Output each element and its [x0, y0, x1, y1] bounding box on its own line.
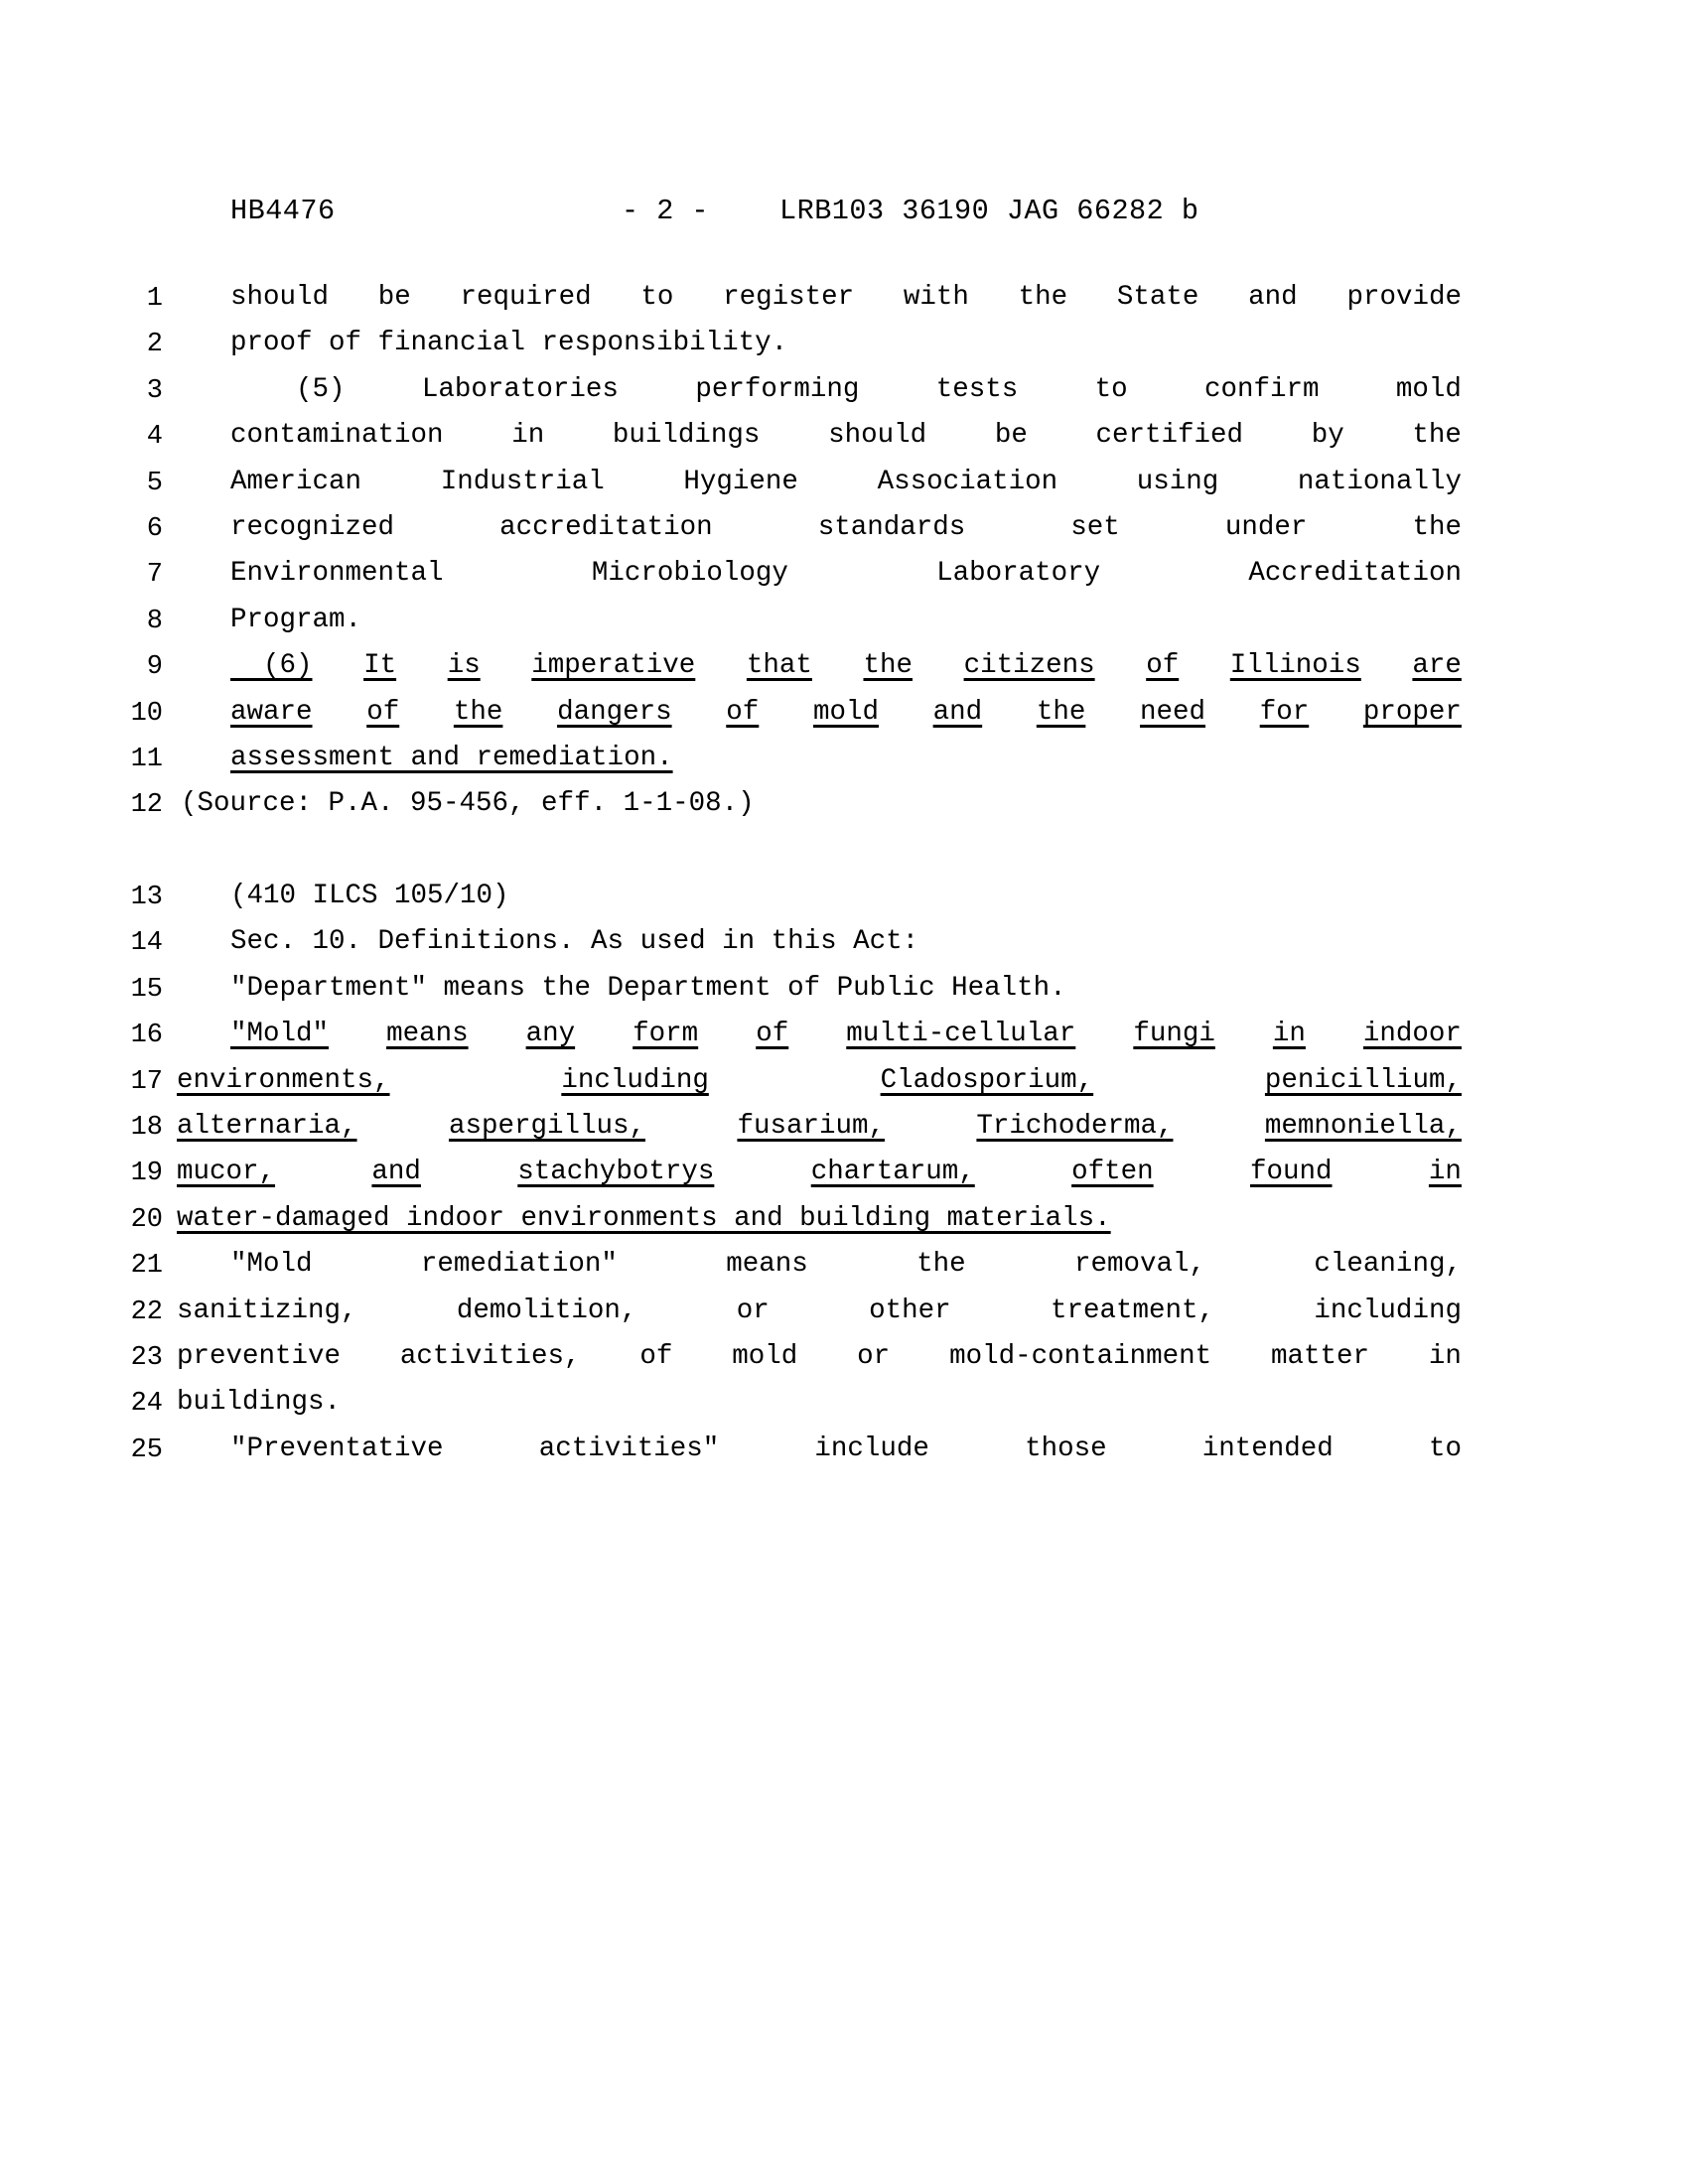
bill-word: to — [1428, 1433, 1462, 1464]
bill-word: form — [633, 1019, 699, 1050]
bill-word: Microbiology — [591, 558, 788, 590]
bill-word: multi-cellular — [846, 1019, 1076, 1050]
bill-word: intended — [1201, 1433, 1334, 1464]
bill-word: sanitizing, — [177, 1295, 357, 1326]
bill-line — [0, 648, 1688, 694]
bill-word: certified — [1095, 420, 1244, 452]
bill-word: chartarum, — [810, 1157, 975, 1188]
bill-line — [0, 1155, 1688, 1200]
bill-line-text-added: water-damaged indoor environments and building materials. — [177, 1202, 1111, 1234]
bill-word: mold — [1395, 373, 1462, 405]
bill-word: in — [1428, 1157, 1462, 1188]
bill-word: the — [1412, 420, 1462, 452]
bill-word: the — [1036, 696, 1086, 728]
bill-word: should — [828, 420, 927, 452]
bill-word: set — [1070, 511, 1120, 543]
bill-word: in — [511, 420, 545, 452]
line-number: 1 — [146, 284, 163, 314]
bill-word: Trichoderma, — [976, 1111, 1174, 1143]
bill-word: indoor — [1362, 1019, 1462, 1050]
bill-word: performing — [695, 373, 860, 405]
bill-word: of — [366, 696, 400, 728]
bill-line-text: Program. — [230, 604, 362, 635]
bill-word: treatment, — [1051, 1295, 1215, 1326]
bill-line — [0, 695, 1688, 741]
bill-word: are — [1412, 650, 1462, 682]
line-number: 17 — [130, 1066, 163, 1097]
bill-word: with — [903, 282, 969, 313]
line-number: 14 — [130, 928, 163, 959]
bill-text-body — [0, 280, 1688, 1477]
line-number: 4 — [146, 422, 163, 453]
bill-word: or — [736, 1295, 770, 1326]
bill-word: fusarium, — [737, 1111, 885, 1143]
line-number: 19 — [130, 1159, 163, 1189]
bill-word: means — [386, 1019, 469, 1050]
bill-word: mold — [732, 1340, 798, 1372]
bill-word: Association — [877, 466, 1058, 497]
bill-word: stachybotrys — [517, 1157, 715, 1188]
bill-word: including — [561, 1064, 709, 1096]
bill-word: provide — [1346, 282, 1462, 313]
bill-word: in — [1272, 1019, 1306, 1050]
bill-word: Laboratories — [421, 373, 619, 405]
bill-word: to — [640, 282, 674, 313]
bill-line — [0, 1109, 1688, 1155]
bill-word: those — [1025, 1433, 1107, 1464]
bill-word: activities" — [538, 1433, 720, 1464]
bill-word: dangers — [557, 696, 672, 728]
bill-word: should — [230, 282, 330, 313]
bill-line — [0, 833, 1688, 879]
bill-word: Cladosporium, — [880, 1064, 1094, 1096]
bill-word: of — [639, 1340, 673, 1372]
bill-word: and — [371, 1157, 421, 1188]
bill-word: in — [1428, 1340, 1462, 1372]
bill-word: alternaria, — [177, 1111, 357, 1143]
bill-word: be — [994, 420, 1028, 452]
bill-line-text: Sec. 10. Definitions. As used in this Act: — [230, 926, 919, 958]
line-number: 23 — [130, 1342, 163, 1373]
bill-word: the — [863, 650, 913, 682]
bill-word: State — [1116, 282, 1199, 313]
bill-line-text — [230, 510, 1462, 546]
bill-line — [0, 924, 1688, 970]
bill-word: and — [1248, 282, 1298, 313]
bill-line-text: (410 ILCS 105/10) — [230, 881, 509, 912]
line-number: 22 — [130, 1297, 163, 1327]
bill-word: need — [1140, 696, 1206, 728]
bill-word: Environmental — [230, 558, 444, 590]
line-number: 20 — [130, 1204, 163, 1235]
bill-word: "Mold" — [230, 1019, 330, 1050]
bill-word: aspergillus, — [448, 1111, 646, 1143]
bill-word: the — [1412, 511, 1462, 543]
bill-line — [0, 418, 1688, 464]
bill-word: and — [932, 696, 983, 728]
bill-word: mold — [812, 696, 879, 728]
bill-word: Illinois — [1229, 650, 1361, 682]
bill-line-text — [230, 1432, 1462, 1467]
line-number: 25 — [130, 1434, 163, 1465]
bill-line — [0, 1432, 1688, 1477]
bill-word: or — [857, 1340, 891, 1372]
bill-line — [0, 372, 1688, 418]
line-number: 13 — [130, 883, 163, 913]
line-number: 10 — [130, 698, 163, 729]
bill-word: preventive — [177, 1340, 342, 1372]
bill-word: using — [1136, 466, 1219, 497]
bill-word: Laboratory — [936, 558, 1101, 590]
bill-line-text — [177, 1339, 1462, 1375]
bill-number: HB4476 — [230, 195, 336, 227]
bill-word: the — [1018, 282, 1068, 313]
bill-word: be — [377, 282, 411, 313]
bill-line-text — [177, 1294, 1462, 1329]
bill-line — [0, 280, 1688, 326]
bill-word: of — [726, 696, 760, 728]
line-number: 8 — [146, 606, 163, 636]
bill-line — [0, 510, 1688, 556]
bill-line-text — [230, 372, 1462, 408]
bill-word: tests — [935, 373, 1019, 405]
bill-line-text: buildings. — [177, 1387, 342, 1419]
bill-word: accreditation — [499, 511, 713, 543]
line-number: 15 — [130, 974, 163, 1005]
page-header — [230, 195, 1462, 228]
bill-word: confirm — [1204, 373, 1320, 405]
bill-word: is — [447, 650, 481, 682]
bill-line-text-added — [177, 1155, 1462, 1190]
line-number: 2 — [146, 330, 163, 360]
bill-word: found — [1250, 1157, 1333, 1188]
bill-word: aware — [230, 696, 313, 728]
bill-line — [0, 1201, 1688, 1247]
bill-line-text-added — [230, 695, 1462, 731]
bill-word: It — [363, 650, 397, 682]
bill-word: recognized — [230, 511, 395, 543]
bill-word: include — [814, 1433, 929, 1464]
bill-word: Hygiene — [683, 466, 798, 497]
bill-word: environments, — [177, 1064, 390, 1096]
line-number: 5 — [146, 468, 163, 498]
bill-line-text: "Department" means the Department of Public Health. — [230, 972, 1066, 1004]
bill-word: memnoniella, — [1264, 1111, 1462, 1143]
bill-line-text — [230, 418, 1462, 454]
bill-word: the — [916, 1249, 966, 1281]
bill-word: other — [869, 1295, 951, 1326]
bill-word: often — [1071, 1157, 1154, 1188]
bill-line-text-added: assessment and remediation. — [230, 742, 673, 773]
bill-line-text-added — [177, 1063, 1462, 1099]
bill-word: register — [723, 282, 855, 313]
line-number: 6 — [146, 513, 163, 544]
bill-word: activities, — [399, 1340, 581, 1372]
bill-word: Industrial — [440, 466, 605, 497]
bill-word: required — [460, 282, 592, 313]
line-number: 18 — [130, 1113, 163, 1144]
bill-word: "Preventative — [230, 1433, 444, 1464]
bill-line — [0, 786, 1688, 832]
bill-word: demolition, — [456, 1295, 637, 1326]
bill-word: for — [1259, 696, 1310, 728]
line-number: 7 — [146, 560, 163, 591]
bill-word: including — [1314, 1295, 1462, 1326]
bill-word: that — [746, 650, 812, 682]
bill-line-text-added — [230, 1017, 1462, 1052]
bill-line-text: (Source: P.A. 95-456, eff. 1-1-08.) — [181, 788, 755, 820]
bill-line — [0, 741, 1688, 786]
bill-line — [0, 556, 1688, 602]
bill-line — [0, 603, 1688, 648]
line-number: 24 — [130, 1389, 163, 1420]
bill-word: cleaning, — [1314, 1249, 1462, 1281]
bill-line-text — [230, 465, 1462, 500]
bill-word: standards — [817, 511, 966, 543]
bill-word: proper — [1362, 696, 1462, 728]
bill-word: means — [726, 1249, 808, 1281]
bill-line — [0, 326, 1688, 371]
line-number: 21 — [130, 1251, 163, 1282]
bill-line-text — [230, 556, 1462, 592]
bill-line — [0, 1247, 1688, 1293]
bill-word: to — [1094, 373, 1128, 405]
bill-word: any — [525, 1019, 576, 1050]
bill-word: American — [230, 466, 362, 497]
bill-word: matter — [1271, 1340, 1370, 1372]
bill-word: penicillium, — [1264, 1064, 1462, 1096]
bill-line — [0, 1339, 1688, 1385]
bill-word: "Mold — [230, 1249, 313, 1281]
bill-word: Accreditation — [1248, 558, 1462, 590]
bill-word: under — [1224, 511, 1308, 543]
bill-word: of — [756, 1019, 789, 1050]
bill-word: fungi — [1133, 1019, 1215, 1050]
bill-line-text — [230, 280, 1462, 316]
page-number: - 2 - — [622, 195, 710, 227]
bill-word: remediation" — [420, 1249, 618, 1281]
bill-line — [0, 879, 1688, 924]
bill-word: of — [1146, 650, 1180, 682]
bill-word: imperative — [531, 650, 696, 682]
line-number: 11 — [130, 744, 163, 774]
bill-word: citizens — [963, 650, 1095, 682]
bill-line — [0, 1063, 1688, 1109]
line-number: 9 — [146, 652, 163, 683]
bill-line — [0, 971, 1688, 1017]
bill-line-text — [230, 1247, 1462, 1283]
line-number: 3 — [146, 375, 163, 406]
bill-word: mold-containment — [949, 1340, 1212, 1372]
bill-line-text: proof of financial responsibility. — [230, 328, 788, 359]
line-number: 12 — [130, 790, 163, 821]
bill-word: removal, — [1074, 1249, 1206, 1281]
bill-line-text-added — [177, 1109, 1462, 1145]
bill-word: (6) — [230, 650, 313, 682]
line-number: 16 — [130, 1021, 163, 1051]
bill-word: (5) — [230, 373, 346, 405]
bill-word: the — [453, 696, 503, 728]
bill-line — [0, 1385, 1688, 1431]
bill-word: mucor, — [177, 1157, 276, 1188]
bill-line — [0, 465, 1688, 510]
bill-line — [0, 1017, 1688, 1062]
bill-word: contamination — [230, 420, 444, 452]
lrb-reference-code: LRB103 36190 JAG 66282 b — [779, 195, 1199, 227]
bill-word: nationally — [1297, 466, 1462, 497]
bill-word: by — [1311, 420, 1344, 452]
bill-line — [0, 1294, 1688, 1339]
bill-line-text-added — [230, 648, 1462, 684]
bill-word: buildings — [612, 420, 761, 452]
